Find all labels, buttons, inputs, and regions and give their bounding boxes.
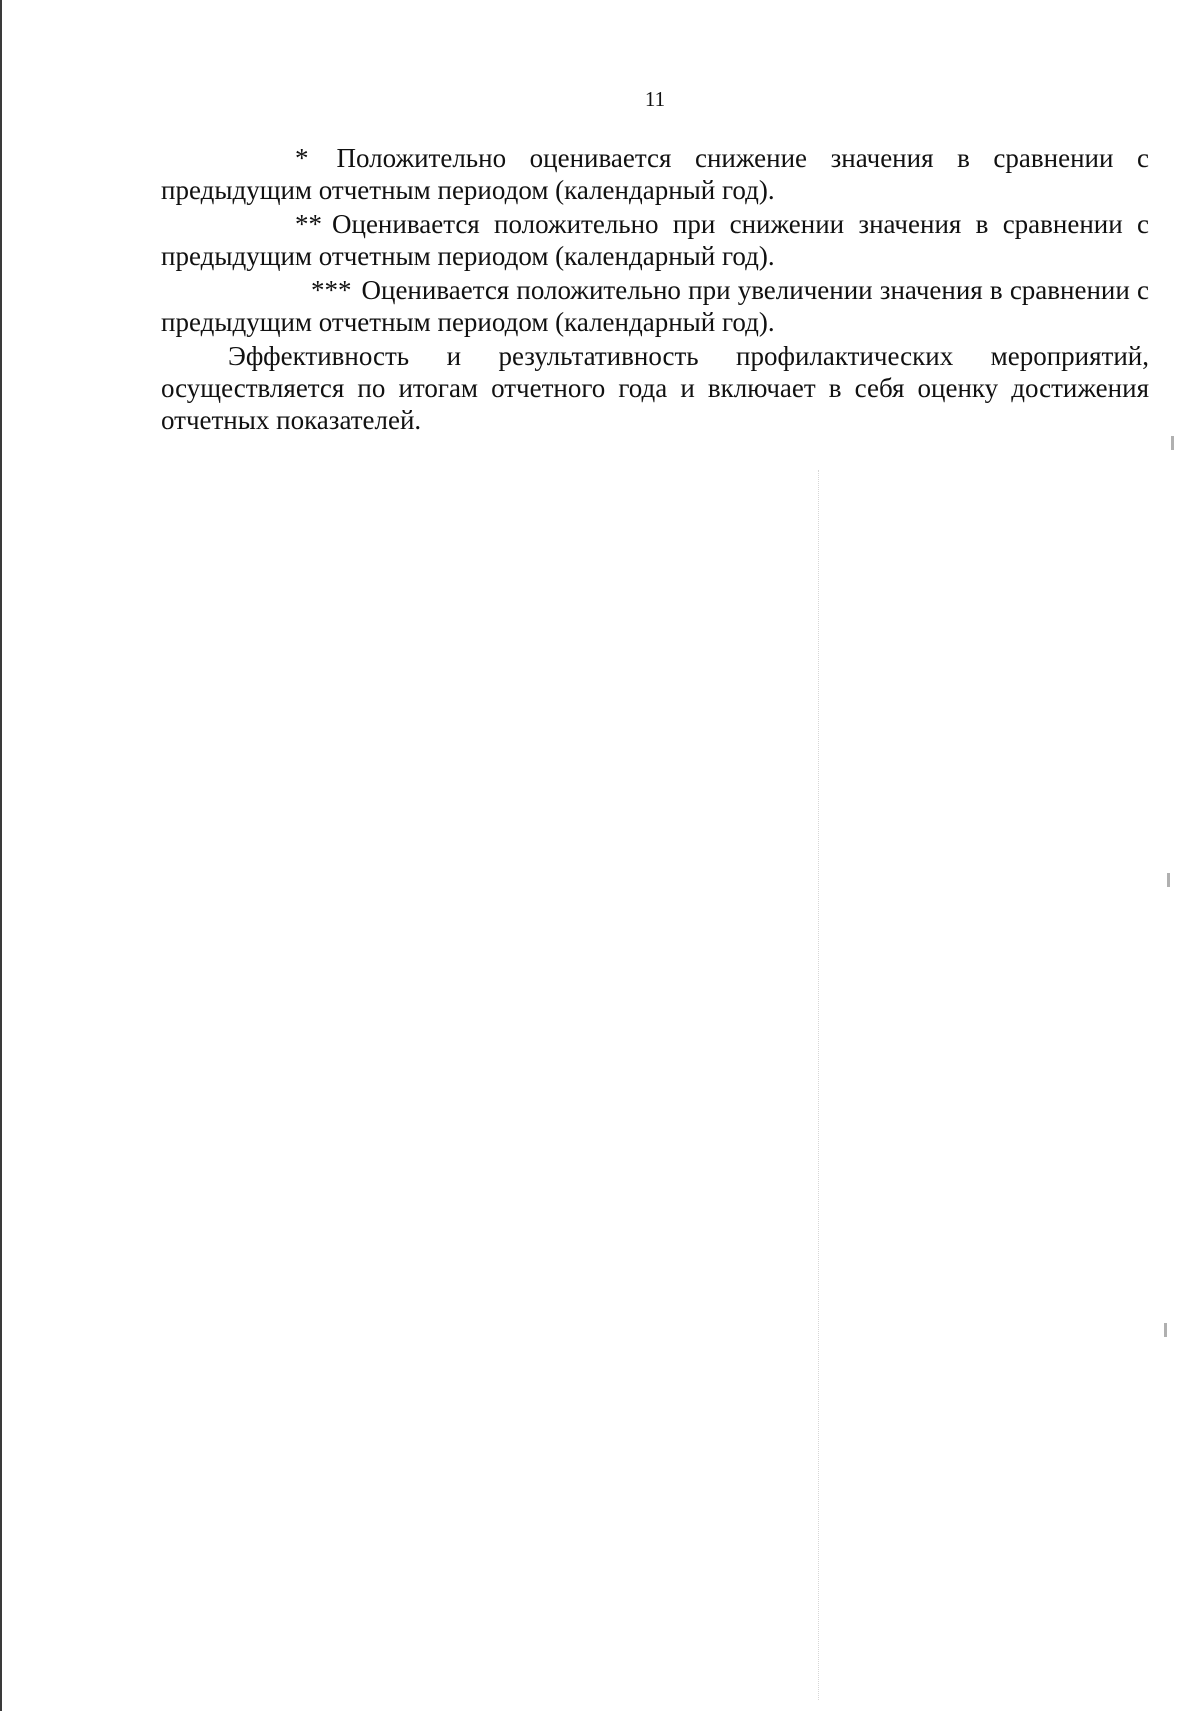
footnote-double-asterisk	[161, 208, 1149, 272]
closing-paragraph: Эффективность и результативность профилактических мероприятий, осуществляется по итогам отчетного года и включает в себя оценку достижения отчетных показателей.	[161, 341, 1149, 435]
document-body	[161, 142, 1149, 438]
footnote-marker: ***	[311, 275, 352, 305]
footnote-triple-asterisk	[161, 274, 1149, 338]
scan-speck	[1171, 436, 1174, 450]
scan-speck	[1164, 1323, 1167, 1337]
page-number: 11	[644, 87, 666, 111]
footnote-marker: **	[295, 209, 322, 239]
footnote-marker: *	[295, 143, 309, 173]
footnote-text: Положительно оценивается снижение значения в сравнении с предыдущим отчетным периодом (календарный год).	[161, 143, 1149, 205]
scan-fold-line	[818, 470, 819, 1700]
scan-page-edge	[0, 0, 2, 1711]
footnote-single-asterisk	[161, 142, 1149, 206]
footnote-text: Оценивается положительно при увеличении значения в сравнении с предыдущим отчетным периодом (календарный год).	[161, 275, 1149, 337]
scan-speck	[1167, 873, 1170, 887]
footnote-text: Оценивается положительно при снижении значения в сравнении с предыдущим отчетным периодом (календарный год).	[161, 209, 1149, 271]
